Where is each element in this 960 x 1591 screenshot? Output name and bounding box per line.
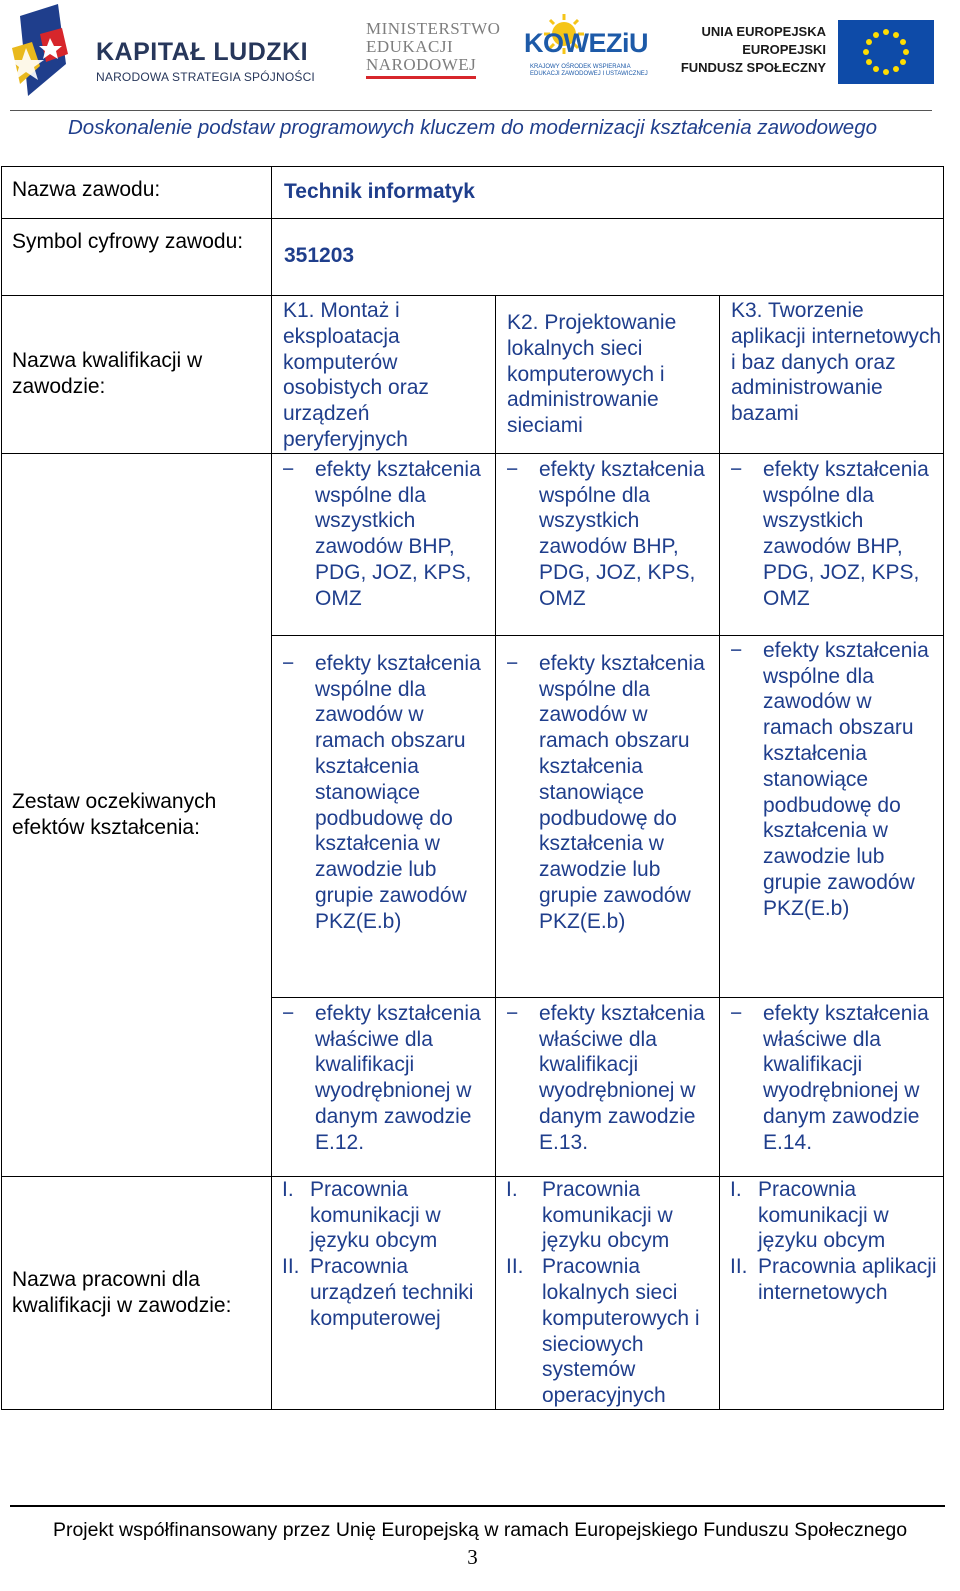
dash-marker: − <box>506 1001 519 1025</box>
lab-name: Pracownia lokalnych sieci komputerowych i sieciowych systemów operacyjnych <box>542 1255 700 1408</box>
row-qualification <box>2 296 944 454</box>
kowezu-name: KOWEZiU <box>524 28 648 58</box>
outcome-text: efekty kształcenia wspólne dla zawodów w ramach obszaru kształcenia stanowiące podbudowę do kształcenia w zawodzie lub grupie zawodów PKZ(E.b) <box>763 638 929 920</box>
lab-name: Pracownia komunikacji w języku obcym <box>758 1177 889 1253</box>
lab-number: II. <box>282 1255 300 1279</box>
kowezu-subtitle <box>530 64 648 78</box>
lab-name: Pracownia urządzeń techniki komputerowej <box>310 1255 474 1330</box>
lab-item <box>282 1177 495 1254</box>
lab-number: I. <box>730 1177 742 1201</box>
ministerstwo-logo <box>366 20 506 80</box>
dash-marker: − <box>730 1001 743 1025</box>
symbol-value: 351203 <box>272 219 944 296</box>
dash-marker: − <box>282 457 295 481</box>
outcome-text: efekty kształcenia wspólne dla wszystkich zawodów BHP, PDG, JOZ, KPS, OMZ <box>539 457 705 610</box>
kapital-ludzki-logo <box>10 4 315 104</box>
profession-label: Nazwa zawodu: <box>2 167 272 219</box>
outcome-specific-k2 <box>496 997 720 1176</box>
dash-marker: − <box>506 457 519 481</box>
labs-label: Nazwa pracowni dla kwalifikacji w zawodzie: <box>2 1176 272 1409</box>
outcome-pkz-k3 <box>720 635 944 997</box>
lab-number: II. <box>730 1255 748 1279</box>
kapital-ludzki-title: KAPITAŁ LUDZKI <box>96 38 309 66</box>
profession-table <box>1 166 944 1410</box>
lab-name: Pracownia komunikacji w języku obcym <box>542 1177 673 1253</box>
labs-k2 <box>496 1176 720 1409</box>
lab-name: Pracownia aplikacji internetowych <box>758 1255 937 1304</box>
page-number: 3 <box>467 1545 478 1569</box>
qualification-k1: K1. Montaż i eksploatacja komputerów osobistych oraz urządzeń peryferyjnych <box>272 296 496 454</box>
outcome-common-k1 <box>272 453 496 635</box>
outcome-pkz-k1 <box>272 635 496 997</box>
outcome-common-k2 <box>496 453 720 635</box>
kowezu-logo <box>520 14 650 80</box>
kapital-ludzki-emblem-icon <box>10 4 86 104</box>
kapital-ludzki-subtitle: NARODOWA STRATEGIA SPÓJNOŚCI <box>96 70 315 84</box>
row-outcomes-common <box>2 453 944 635</box>
outcome-text: efekty kształcenia wspólne dla wszystkich zawodów BHP, PDG, JOZ, KPS, OMZ <box>763 457 929 610</box>
men-underline-icon <box>366 76 506 82</box>
qualification-k3: K3. Tworzenie aplikacji internetowych i baz danych oraz administrowanie bazami <box>720 296 944 454</box>
outcome-text: efekty kształcenia wspólne dla wszystkich zawodów BHP, PDG, JOZ, KPS, OMZ <box>315 457 481 610</box>
outcome-text: efekty kształcenia wspólne dla zawodów w ramach obszaru kształcenia stanowiące podbudowę do kształcenia w zawodzie lub grupie zawodów PKZ(E.b) <box>539 651 705 933</box>
outcome-text: efekty kształcenia właściwe dla kwalifikacji wyodrębnionej w danym zawodzie E.12. <box>315 1001 481 1154</box>
lab-number: I. <box>282 1177 294 1201</box>
labs-k3 <box>720 1176 944 1409</box>
qualification-k2: K2. Projektowanie lokalnych sieci komputerowych i administrowanie sieciami <box>496 296 720 454</box>
dash-marker: − <box>282 651 295 675</box>
qualification-label: Nazwa kwalifikacji w zawodzie: <box>2 296 272 454</box>
ue-line-3: FUNDUSZ SPOŁECZNY <box>680 60 826 75</box>
outcome-text: efekty kształcenia właściwe dla kwalifikacji wyodrębnionej w danym zawodzie E.13. <box>539 1001 705 1154</box>
lab-name: Pracownia komunikacji w języku obcym <box>310 1177 441 1253</box>
lab-number: II. <box>506 1255 524 1279</box>
kowezu-sub-line-1: KRAJOWY OŚRODEK WSPIERANIA <box>530 64 631 70</box>
profession-value: Technik informatyk <box>272 167 944 219</box>
outcome-specific-k3 <box>720 997 944 1176</box>
outcome-common-k3 <box>720 453 944 635</box>
header-subtitle: Doskonalenie podstaw programowych kluczem do modernizacji kształcenia zawodowego <box>67 116 878 139</box>
ue-efs-logo <box>680 14 940 86</box>
ue-line-2: EUROPEJSKI <box>742 42 826 57</box>
men-line-1: MINISTERSTWO <box>366 19 501 38</box>
logo-bar <box>0 0 960 110</box>
outcomes-label: Zestaw oczekiwanych efektów kształcenia: <box>2 453 272 1176</box>
lab-item <box>282 1254 495 1331</box>
header-divider <box>10 110 932 111</box>
dash-marker: − <box>730 457 743 481</box>
lab-number: I. <box>506 1177 518 1201</box>
lab-item <box>506 1254 719 1409</box>
labs-k1 <box>272 1176 496 1409</box>
row-labs <box>2 1176 944 1409</box>
outcome-pkz-k2 <box>496 635 720 997</box>
eu-flag-icon <box>838 20 934 84</box>
dash-marker: − <box>506 651 519 675</box>
row-symbol <box>2 219 944 296</box>
men-line-2: EDUKACJI <box>366 37 454 56</box>
kowezu-sub-line-2: EDUKACJI ZAWODOWEJ I USTAWICZNEJ <box>530 71 648 77</box>
outcome-text: efekty kształcenia właściwe dla kwalifikacji wyodrębnionej w danym zawodzie E.14. <box>763 1001 929 1154</box>
footer-text: Projekt współfinansowany przez Unię Europejską w ramach Europejskiego Funduszu Społecznego <box>52 1519 908 1541</box>
lab-item <box>506 1177 719 1254</box>
dash-marker: − <box>730 638 743 662</box>
lab-item <box>730 1254 943 1306</box>
ue-line-1: UNIA EUROPEJSKA <box>701 24 826 39</box>
outcome-text: efekty kształcenia wspólne dla zawodów w ramach obszaru kształcenia stanowiące podbudowę do kształcenia w zawodzie lub grupie zawodów PKZ(E.b) <box>315 651 481 933</box>
row-profession <box>2 167 944 219</box>
symbol-label: Symbol cyfrowy zawodu: <box>2 219 272 296</box>
dash-marker: − <box>282 1001 295 1025</box>
lab-item <box>730 1177 943 1254</box>
footer-divider <box>10 1505 945 1507</box>
men-line-3: NARODOWEJ <box>366 55 477 74</box>
outcome-specific-k1 <box>272 997 496 1176</box>
